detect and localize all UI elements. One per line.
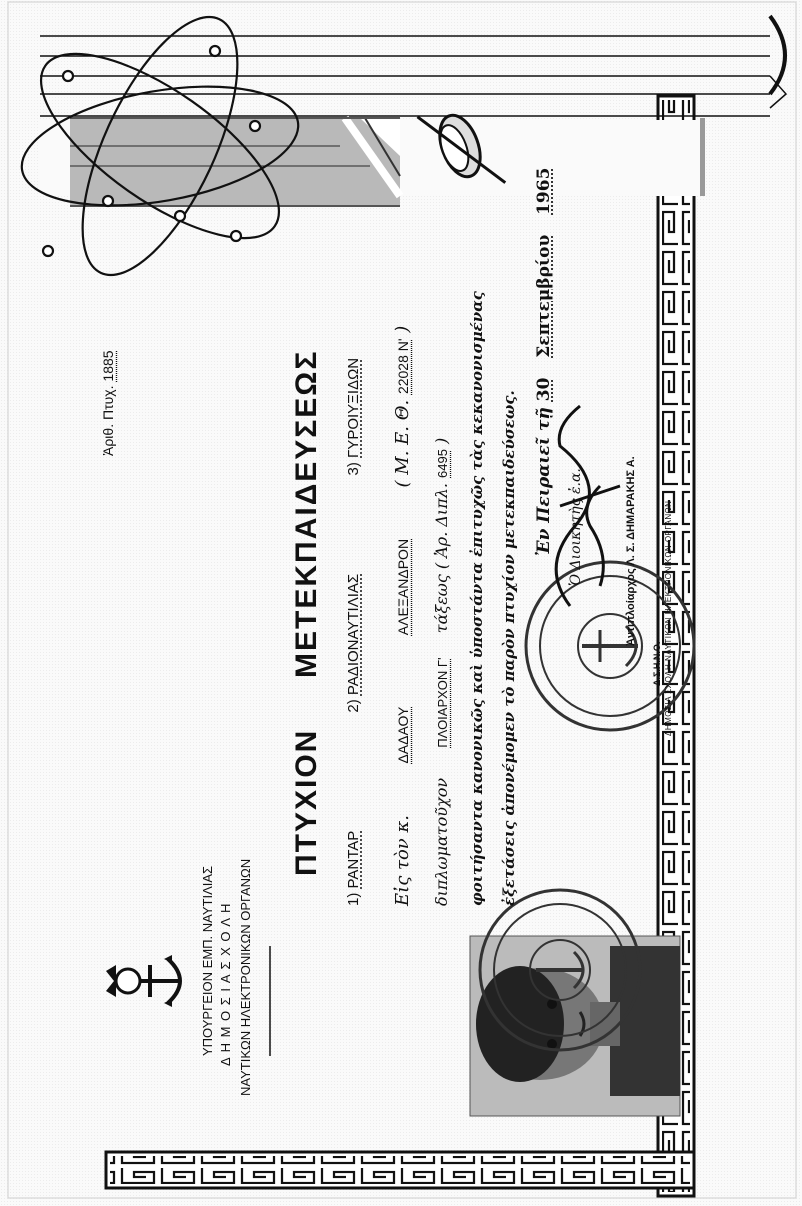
date-month: Σεπτεμβρίου — [534, 234, 554, 358]
stamp-mark: Δ.Σ.Η.Ν.Ο. — [652, 641, 662, 686]
title-word1: ΠΤΥΧΙΟΝ — [290, 728, 323, 876]
signature-title: Ὁ Διοικητὴς ἐ.α. — [568, 468, 584, 586]
given-name: ΑΛΕΞΑΝΔΡΟΝ — [395, 538, 411, 636]
surname: ΔΑΔΑΟΥ — [395, 706, 411, 764]
specialty-1-num: 1) — [345, 892, 362, 906]
page-title — [290, 350, 324, 876]
recipient-line — [392, 326, 413, 906]
specialties-line — [345, 358, 362, 906]
specialty-1: ΡΑΝΤΑΡ — [345, 830, 362, 889]
date-line — [534, 168, 554, 556]
body-line-3: φοιτήσαντα κανονικῶς καὶ ὑποστάντα ἐπιτυχῶς τὰς κεκανονισμένας — [468, 291, 486, 906]
specialty-2-num: 2) — [345, 699, 362, 713]
dipl-close: ) — [432, 437, 451, 444]
body-line-4: ἐξετάσεις ἀπονέμομεν τὸ παρὸν πτυχίον μετεκπαιδεύσεως. — [500, 390, 518, 906]
reg-label: ( Μ. Ε. Θ. — [392, 399, 413, 488]
reg-value: 22028 Ν' — [395, 338, 411, 395]
stamp-text: ΔΗΜΟΣΙΑ ΣΧΟΛΗ ΝΑΥΤΙΚΩΝ ΗΛΕΚΤΡΟΝΙΚΩΝ ΟΡΓΑΝΩΝ — [664, 500, 673, 736]
diploma-holder: διπλωματοῦχον — [432, 777, 451, 906]
date-year: 1965 — [534, 167, 554, 215]
date-day: 30 — [534, 377, 554, 402]
ministry-line: ΥΠΟΥΡΓΕΙΟΝ ΕΜΠ. ΝΑΥΤΙΛΙΑΣ — [200, 865, 215, 1056]
date-prefix: Ἐν Πειραιεῖ τῇ — [534, 407, 554, 556]
number-label: Ἀριθ. Πτυχ. — [100, 385, 116, 456]
rank: ΠΛΟΙΑΡΧΟΝ Γ' — [435, 657, 450, 748]
grey-band — [40, 118, 705, 206]
dipl-label: ( Ἀρ. Διπλ. — [432, 483, 451, 570]
specialty-2: ΡΑΔΙΟΝΑΥΤΙΛΙΑΣ — [345, 573, 362, 696]
rank-line — [432, 438, 451, 906]
school-name-line1: Δ Η Μ Ο Σ Ι Α Σ Χ Ο Λ Η — [218, 902, 233, 1066]
title-word2: ΜΕΤΕΚΠΑΙΔΕΥΣΕΩΣ — [290, 349, 323, 678]
number-value: 1885 — [100, 350, 116, 382]
school-name-line2: ΝΑΥΤΙΚΩΝ ΗΛΕΚΤΡΟΝΙΚΩΝ ΟΡΓΑΝΩΝ — [238, 858, 253, 1096]
signature-line: Ἀντιπλοίαρχος Λ. Σ. ΔΗΜΑΡΑΚΗΣ Α. — [625, 456, 637, 646]
dipl-value: 6495 — [435, 449, 450, 478]
reg-close: ) — [392, 325, 413, 333]
specialty-3: ΓΥΡΟΙΥΞΙΔΩΝ — [345, 357, 362, 458]
recipient-label: Εἰς τὸν κ. — [392, 815, 413, 906]
certificate-number — [100, 350, 116, 456]
class-word: τάξεως — [432, 574, 451, 634]
specialty-3-num: 3) — [345, 462, 362, 476]
